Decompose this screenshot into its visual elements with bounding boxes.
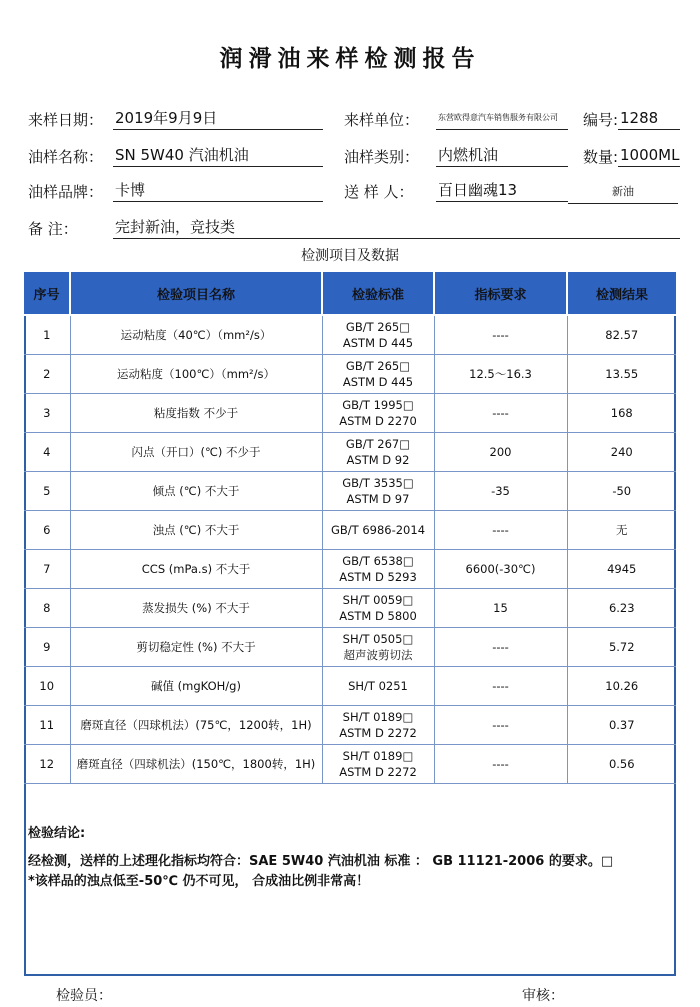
results-table: [24, 272, 676, 784]
row-item: CCS (mPa.s) 不大于: [70, 550, 322, 589]
row-result: 0.37: [567, 706, 676, 745]
table-row: [24, 355, 676, 394]
row-index: 2: [24, 355, 70, 394]
standard-line: GB/T 6538□: [342, 554, 414, 568]
row-result: 5.72: [567, 628, 676, 667]
oil-brand-value: 卡博: [113, 179, 323, 202]
oil-brand-label: 油样品牌：: [28, 183, 104, 201]
standard-line: GB/T 3535□: [342, 476, 414, 490]
table-row: [24, 628, 676, 667]
quantity-label: 数量:: [583, 148, 619, 166]
row-result: 6.23: [567, 589, 676, 628]
sample-date-label: 来样日期：: [28, 111, 104, 129]
sample-date-value: 2019年9月9日: [113, 107, 323, 130]
table-row: [24, 394, 676, 433]
row-requirement: 12.5～16.3: [434, 355, 567, 394]
header-result: 检测结果: [567, 272, 676, 315]
standard-line: ASTM D 2270: [339, 414, 417, 428]
sample-unit-label: 来样单位：: [344, 111, 420, 129]
row-standard: [322, 589, 434, 628]
standard-line: GB/T 265□: [345, 359, 411, 373]
row-requirement: -35: [434, 472, 567, 511]
header-requirement: 指标要求: [434, 272, 567, 315]
row-item: 蒸发损失 (%) 不大于: [70, 589, 322, 628]
table-row: [24, 745, 676, 784]
standard-line: ASTM D 445: [342, 375, 414, 389]
row-item: 碱值 (mgKOH/g): [70, 667, 322, 706]
standard-line: 超声波剪切法: [343, 648, 413, 662]
standard-line: SH/T 0059□: [342, 593, 414, 607]
standard-line: ASTM D 2272: [339, 765, 417, 779]
row-result: -50: [567, 472, 676, 511]
conclusion-line-2: *该样品的浊点低至-50℃ 仍不可见， 合成油比例非常高！: [28, 874, 370, 889]
row-requirement: 6600(-30℃): [434, 550, 567, 589]
standard-line: ASTM D 445: [342, 336, 414, 350]
row-item: 浊点 (℃) 不大于: [70, 511, 322, 550]
row-index: 11: [24, 706, 70, 745]
row-item: 闪点（开口）(℃) 不少于: [70, 433, 322, 472]
report-number-label: 编号:: [583, 111, 619, 129]
section-caption: 检测项目及数据: [301, 248, 399, 264]
standard-line: ASTM D 5293: [339, 570, 417, 584]
row-standard: [322, 706, 434, 745]
row-index: 6: [24, 511, 70, 550]
row-requirement: ----: [434, 706, 567, 745]
table-row: [24, 511, 676, 550]
table-row: [24, 667, 676, 706]
reviewer-label: 审核：: [522, 988, 564, 1004]
quantity-value: 1000ML: [618, 144, 680, 167]
inspector-label: 检验员：: [56, 988, 112, 1004]
oil-category-label: 油样类别：: [344, 148, 420, 166]
standard-line: SH/T 0505□: [342, 632, 414, 646]
row-standard: [322, 433, 434, 472]
report-number-value: 1288: [618, 107, 680, 130]
row-index: 5: [24, 472, 70, 511]
row-standard: [322, 745, 434, 784]
row-index: 4: [24, 433, 70, 472]
row-result: 0.56: [567, 745, 676, 784]
row-item: 运动粘度（100℃）（mm²/s）: [70, 355, 322, 394]
oil-name-value: SN 5W40 汽油机油: [113, 144, 323, 167]
header-item-name: 检验项目名称: [70, 272, 322, 315]
row-requirement: ----: [434, 745, 567, 784]
row-result: 168: [567, 394, 676, 433]
standard-line: ASTM D 2272: [339, 726, 417, 740]
row-standard: [322, 394, 434, 433]
row-result: 82.57: [567, 315, 676, 355]
sample-unit-value: 东营欧得意汽车销售服务有限公司: [436, 107, 568, 130]
row-standard: [322, 628, 434, 667]
row-index: 8: [24, 589, 70, 628]
standard-line: SH/T 0189□: [342, 749, 414, 763]
row-standard: [322, 550, 434, 589]
table-row: [24, 550, 676, 589]
row-result: 无: [567, 511, 676, 550]
standard-line: ASTM D 92: [346, 453, 410, 467]
row-index: 1: [24, 315, 70, 355]
row-requirement: ----: [434, 667, 567, 706]
row-requirement: ----: [434, 628, 567, 667]
row-requirement: 200: [434, 433, 567, 472]
row-standard: SH/T 0251: [322, 667, 434, 706]
table-row: [24, 706, 676, 745]
remark-value: 完封新油，竞技类: [113, 216, 680, 239]
standard-line: GB/T 1995□: [342, 398, 414, 412]
row-item: 磨斑直径（四球机法）(75℃，1200转，1H): [70, 706, 322, 745]
standard-line: GB/T 267□: [345, 437, 411, 451]
row-standard: [322, 315, 434, 355]
row-index: 3: [24, 394, 70, 433]
row-index: 9: [24, 628, 70, 667]
standard-line: GB/T 265□: [345, 320, 411, 334]
table-row: [24, 589, 676, 628]
table-row: [24, 472, 676, 511]
row-result: 13.55: [567, 355, 676, 394]
row-requirement: ----: [434, 511, 567, 550]
oil-category-value: 内燃机油: [436, 144, 568, 167]
row-standard: [322, 472, 434, 511]
row-requirement: ----: [434, 315, 567, 355]
conclusion-line-1: 经检测，送样的上述理化指标均符合：SAE 5W40 汽油机油 标准 ： GB 11121-2006 的要求。□: [28, 854, 614, 869]
row-item: 粘度指数 不少于: [70, 394, 322, 433]
row-result: 4945: [567, 550, 676, 589]
oil-name-label: 油样名称：: [28, 148, 104, 166]
row-standard: [322, 355, 434, 394]
row-item: 磨斑直径（四球机法）(150℃，1800转，1H): [70, 745, 322, 784]
header-index: 序号: [24, 272, 70, 315]
row-result: 240: [567, 433, 676, 472]
row-requirement: 15: [434, 589, 567, 628]
oil-status-value: 新油: [568, 181, 678, 204]
row-item: 倾点 (℃) 不大于: [70, 472, 322, 511]
remark-label: 备 注：: [28, 220, 78, 238]
row-result: 10.26: [567, 667, 676, 706]
row-index: 10: [24, 667, 70, 706]
conclusion-heading: 检验结论:: [28, 826, 86, 841]
row-requirement: ----: [434, 394, 567, 433]
standard-line: ASTM D 97: [346, 492, 410, 506]
table-header-row: [24, 272, 676, 315]
row-item: 运动粘度（40℃）（mm²/s）: [70, 315, 322, 355]
standard-line: ASTM D 5800: [339, 609, 417, 623]
table-row: [24, 433, 676, 472]
row-item: 剪切稳定性 (%) 不大于: [70, 628, 322, 667]
sender-value: 百日幽魂13: [436, 179, 568, 202]
sender-label: 送 样 人：: [344, 183, 414, 201]
row-standard: GB/T 6986-2014: [322, 511, 434, 550]
row-index: 12: [24, 745, 70, 784]
table-row: [24, 315, 676, 355]
report-title: 润滑油来样检测报告: [219, 45, 481, 72]
header-standard: 检验标准: [322, 272, 434, 315]
row-index: 7: [24, 550, 70, 589]
standard-line: SH/T 0189□: [342, 710, 414, 724]
